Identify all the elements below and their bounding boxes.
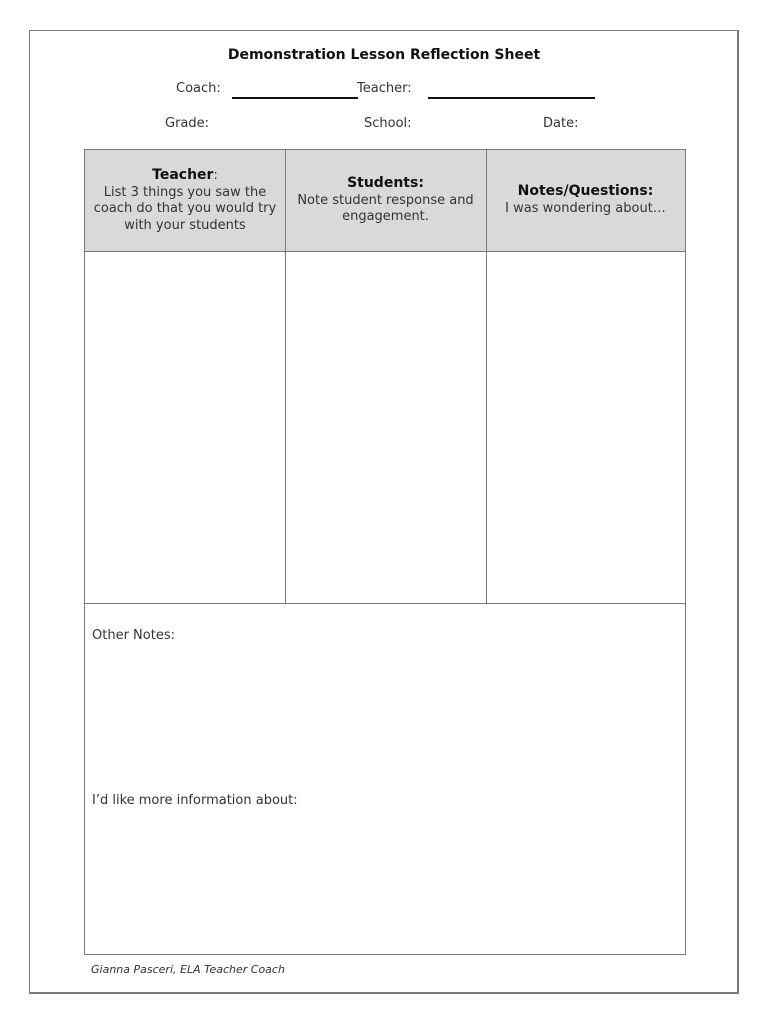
column-header-teacher bbox=[85, 150, 285, 251]
grade-label: Grade: bbox=[165, 116, 210, 131]
column-heading: Teacher bbox=[152, 166, 214, 183]
row-divider bbox=[85, 603, 685, 604]
teacher-label: Teacher: bbox=[357, 81, 412, 96]
table-header-row bbox=[85, 150, 685, 252]
column-description: I was wondering about… bbox=[505, 201, 666, 217]
other-notes-label: Other Notes: bbox=[92, 628, 175, 643]
coach-blank-line bbox=[232, 97, 358, 99]
column-header-notes-questions bbox=[486, 150, 685, 251]
column-heading-suffix: : bbox=[213, 167, 218, 183]
date-label: Date: bbox=[543, 116, 579, 131]
column-divider bbox=[285, 150, 286, 603]
column-heading: Students: bbox=[347, 174, 424, 191]
column-header-students bbox=[285, 150, 486, 251]
column-divider bbox=[486, 150, 487, 603]
column-description: List 3 things you saw the coach do that you would try with your students bbox=[93, 184, 277, 233]
school-label: School: bbox=[364, 116, 412, 131]
teacher-blank-line bbox=[428, 97, 595, 99]
reflection-sheet-page bbox=[29, 30, 739, 994]
column-heading: Notes/Questions: bbox=[517, 183, 654, 200]
page-title: Demonstration Lesson Reflection Sheet bbox=[227, 47, 541, 63]
footer-credit: Gianna Pasceri, ELA Teacher Coach bbox=[91, 963, 285, 976]
reflection-table bbox=[84, 149, 686, 955]
more-info-label: I’d like more information about: bbox=[92, 793, 298, 808]
coach-label: Coach: bbox=[176, 81, 221, 96]
column-description: Note student response and engagement. bbox=[297, 192, 474, 225]
